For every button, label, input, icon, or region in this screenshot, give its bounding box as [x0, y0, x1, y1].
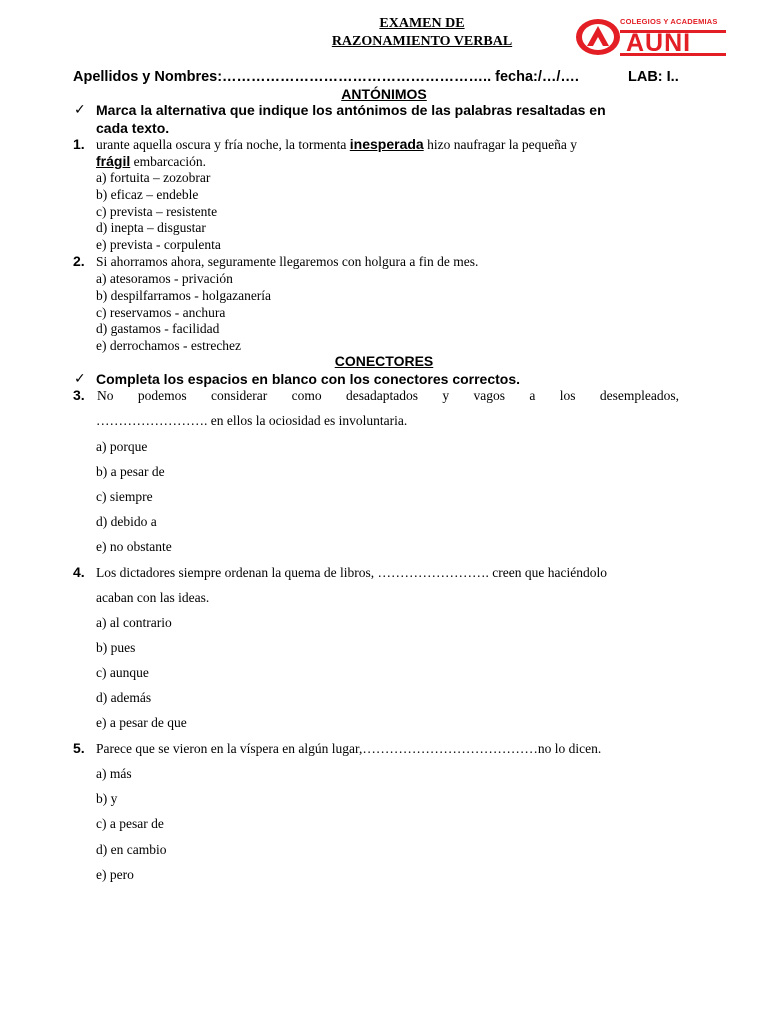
- question-number: 3.: [73, 387, 85, 403]
- option: e) no obstante: [96, 539, 172, 554]
- instruction-line2: cada texto.: [96, 120, 170, 136]
- exam-title-line2: RAZONAMIENTO VERBAL: [331, 34, 513, 49]
- option: d) gastamos - facilidad: [96, 321, 220, 336]
- option: c) prevista – resistente: [96, 204, 218, 219]
- student-info-line: Apellidos y Nombres:……………………………………………….. fecha:/…/….: [73, 69, 579, 85]
- question-number: 1.: [73, 136, 85, 152]
- option: a) atesoramos - privación: [96, 271, 233, 286]
- option: c) reservamos - anchura: [96, 305, 226, 320]
- option: e) pero: [96, 867, 134, 882]
- option: b) a pesar de: [96, 464, 165, 479]
- section-title-antonimos: ANTÓNIMOS: [341, 86, 427, 102]
- option: d) inepta – disgustar: [96, 220, 206, 235]
- question-number: 2.: [73, 253, 85, 269]
- question-3-text-line1: No podemos considerar como desadaptados y vagos a los desempleados,: [97, 388, 679, 403]
- section-title-conectores: CONECTORES: [334, 353, 434, 369]
- question-4-text-line1: Los dictadores siempre ordenan la quema de libros, ……………………. creen que haciéndolo: [96, 565, 607, 580]
- logo-brand: AUNI: [626, 29, 692, 57]
- instruction-conectores: Completa los espacios en blanco con los conectores correctos.: [96, 371, 521, 387]
- exam-title-line1: EXAMEN DE: [379, 16, 465, 31]
- option: a) fortuita – zozobrar: [96, 170, 211, 185]
- question-2-text: Si ahorramos ahora, seguramente llegaremos con holgura a fin de mes.: [96, 254, 479, 269]
- instruction-line1: Marca la alternativa que indique los antónimos de las palabras resaltadas en: [96, 102, 606, 118]
- logo-subtitle: COLEGIOS Y ACADEMIAS: [620, 17, 718, 26]
- option: c) a pesar de: [96, 816, 164, 831]
- question-number: 4.: [73, 564, 85, 580]
- question-3-text-line2: ……………………. en ellos la ociosidad es involuntaria.: [96, 413, 408, 428]
- checkmark-icon: ✓: [74, 371, 86, 387]
- option: d) debido a: [96, 514, 157, 529]
- option: c) aunque: [96, 665, 149, 680]
- option: c) siempre: [96, 489, 153, 504]
- option: d) además: [96, 690, 152, 705]
- lab-label: LAB: I..: [628, 69, 679, 85]
- question-1-text-line1: urante aquella oscura y fría noche, la tormenta inesperada hizo naufragar la pequeña y: [96, 136, 578, 152]
- checkmark-icon: ✓: [74, 102, 86, 118]
- option: b) despilfarramos - holgazanería: [96, 288, 272, 303]
- question-4-text-line2: acaban con las ideas.: [96, 590, 210, 605]
- question-1-text-line2: frágil embarcación.: [96, 153, 206, 169]
- question-5-text: Parece que se vieron en la víspera en algún lugar,…………………………………no lo dicen.: [96, 741, 602, 756]
- option: a) al contrario: [96, 615, 172, 630]
- option: b) eficaz – endeble: [96, 187, 199, 202]
- option: a) porque: [96, 439, 148, 454]
- option: e) prevista - corpulenta: [96, 237, 221, 252]
- option: d) en cambio: [96, 842, 167, 857]
- question-number: 5.: [73, 740, 85, 756]
- option: a) más: [96, 766, 132, 781]
- option: e) derrochamos - estrechez: [96, 338, 242, 353]
- option: b) y: [96, 791, 118, 806]
- keyword-inesperada: inesperada: [349, 136, 424, 152]
- option: b) pues: [96, 640, 136, 655]
- auni-logo: [574, 16, 728, 58]
- keyword-fragil: frágil: [96, 153, 131, 169]
- option: e) a pesar de que: [96, 715, 187, 730]
